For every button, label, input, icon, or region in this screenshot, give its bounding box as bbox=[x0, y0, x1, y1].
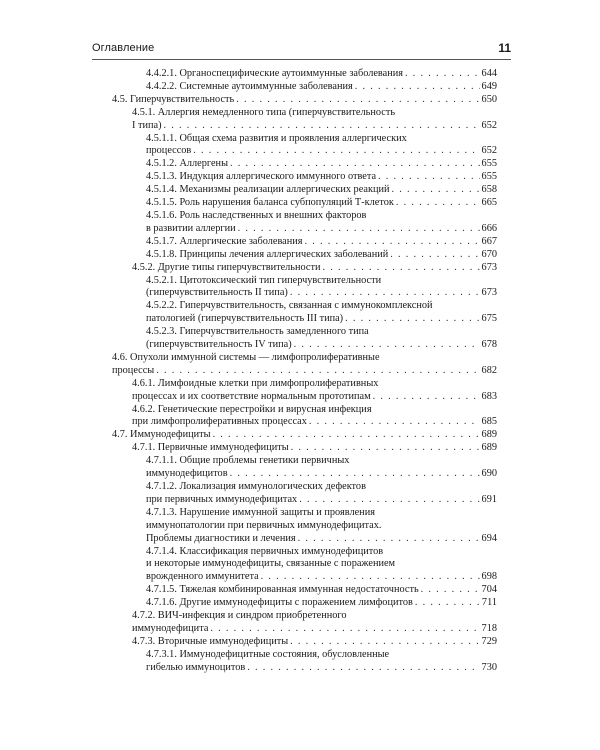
toc-entry-page-number: 678 bbox=[481, 339, 497, 351]
toc-entry-line: 4.7.2. ВИЧ-инфекция и синдром приобретенного bbox=[132, 610, 347, 622]
dot-leader bbox=[392, 184, 480, 197]
toc-entry-title: 4.4.2.1. Органоспецифические аутоиммунные заболевания bbox=[146, 68, 403, 79]
toc-entry-final-line bbox=[132, 623, 497, 636]
header-rule bbox=[92, 59, 511, 60]
toc-entry bbox=[92, 442, 497, 455]
dot-leader bbox=[230, 468, 480, 481]
toc-entry-final-line bbox=[146, 533, 497, 546]
toc-entry-title: при первичных иммунодефицитах bbox=[146, 493, 298, 505]
toc-entry bbox=[92, 262, 497, 275]
toc-entry-final-line bbox=[146, 68, 497, 81]
toc-entry-final-line bbox=[146, 171, 497, 184]
toc-entry bbox=[92, 404, 497, 430]
toc-entry-page-number: 675 bbox=[481, 313, 497, 325]
toc-entry-final-line bbox=[112, 94, 497, 107]
toc-entry bbox=[92, 210, 497, 236]
toc-entry-page-number: 658 bbox=[481, 184, 497, 196]
toc-entry-final-line bbox=[132, 262, 497, 275]
toc-entry-page-number: 718 bbox=[481, 622, 497, 634]
toc-entry-final-line bbox=[132, 442, 497, 455]
toc-entry-page-number: 650 bbox=[481, 93, 497, 105]
toc-entry-page-number: 655 bbox=[481, 171, 497, 183]
toc-entry-title: 4.5.1.7. Аллергические заболевания bbox=[146, 235, 303, 247]
toc-entry-final-line bbox=[146, 81, 497, 94]
toc-entry-title: процессы bbox=[112, 364, 155, 376]
dot-leader bbox=[396, 197, 480, 210]
dot-leader bbox=[299, 494, 479, 507]
toc-entry-page-number: 652 bbox=[481, 119, 497, 131]
toc-entry-page-number: 644 bbox=[481, 68, 497, 79]
dot-leader bbox=[164, 120, 480, 133]
toc-entry-line: 4.6. Опухоли иммунной системы — лимфопролиферативные bbox=[112, 351, 380, 363]
toc-entry-line: 4.5.1.6. Роль наследственных и внешних факторов bbox=[146, 209, 367, 221]
toc-entry-final-line bbox=[146, 571, 497, 584]
toc-entry-final-line bbox=[146, 662, 497, 675]
toc-entry bbox=[92, 378, 497, 404]
toc-entry-final-line bbox=[146, 197, 497, 210]
dot-leader bbox=[421, 584, 480, 597]
toc-entry-page-number: 655 bbox=[481, 158, 497, 170]
toc-entry-final-line bbox=[132, 120, 497, 133]
toc-entry bbox=[92, 636, 497, 649]
dot-leader bbox=[405, 68, 480, 81]
toc-entry bbox=[92, 94, 497, 107]
toc-entry bbox=[92, 171, 497, 184]
dot-leader bbox=[230, 158, 480, 171]
toc-entry-title: 4.7.1.6. Другие иммунодефициты с поражением лимфоцитов bbox=[146, 597, 413, 609]
toc-entry-final-line bbox=[132, 391, 497, 404]
toc-entry-page-number: 689 bbox=[481, 429, 497, 441]
toc-entry-page-number: 694 bbox=[481, 532, 497, 544]
toc-entry-page-number: 704 bbox=[481, 584, 497, 596]
toc-entry-line: 4.5.2.3. Гиперчувствительность замедленного типа bbox=[146, 326, 369, 338]
toc-entry-page-number: 673 bbox=[481, 261, 497, 273]
table-of-contents bbox=[92, 68, 497, 675]
dot-leader bbox=[210, 623, 479, 636]
toc-entry-title: 4.5.2. Другие типы гиперчувствительности bbox=[132, 261, 321, 273]
toc-entry-line: 4.5.1.1. Общая схема развития и проявления аллергических bbox=[146, 132, 407, 144]
dot-leader bbox=[291, 442, 480, 455]
toc-entry bbox=[92, 81, 497, 94]
dot-leader bbox=[290, 287, 480, 300]
toc-entry-page-number: 711 bbox=[481, 597, 497, 609]
toc-entry-title: иммунодефицита bbox=[132, 622, 209, 634]
toc-entry-line: 4.6.1. Лимфоидные клетки при лимфопролиферативных bbox=[132, 377, 379, 389]
toc-entry bbox=[92, 546, 497, 585]
dot-leader bbox=[378, 171, 480, 184]
toc-entry bbox=[92, 429, 497, 442]
toc-entry bbox=[92, 597, 497, 610]
toc-entry-title: иммунодефицитов bbox=[146, 468, 228, 480]
toc-entry-title: 4.5.1.3. Индукция аллергического иммунного ответа bbox=[146, 171, 377, 183]
dot-leader bbox=[193, 145, 479, 158]
toc-entry bbox=[92, 107, 497, 133]
toc-entry-page-number: 666 bbox=[481, 222, 497, 234]
dot-leader bbox=[238, 223, 480, 236]
toc-entry-page-number: 685 bbox=[481, 416, 497, 428]
toc-entry-title: при лимфопролиферативных процессах bbox=[132, 416, 307, 428]
toc-entry-page-number: 689 bbox=[481, 442, 497, 454]
dot-leader bbox=[309, 416, 480, 429]
toc-entry-final-line bbox=[146, 468, 497, 481]
toc-entry bbox=[92, 158, 497, 171]
toc-entry-line: 4.6.2. Генетические перестройки и вирусная инфекция bbox=[132, 403, 372, 415]
dot-leader bbox=[261, 571, 480, 584]
toc-entry-final-line bbox=[146, 236, 497, 249]
toc-entry bbox=[92, 610, 497, 636]
toc-entry-line: 4.5.1. Аллергия немедленного типа (гиперчувствительность bbox=[132, 106, 396, 118]
dot-leader bbox=[345, 313, 479, 326]
toc-entry bbox=[92, 68, 497, 81]
toc-entry bbox=[92, 481, 497, 507]
toc-entry-page-number: 667 bbox=[481, 235, 497, 247]
toc-entry-title: 4.5.1.5. Роль нарушения баланса субпопуляций Т-клеток bbox=[146, 197, 394, 209]
toc-entry-page-number: 698 bbox=[481, 571, 497, 583]
dot-leader bbox=[213, 429, 480, 442]
toc-entry bbox=[92, 352, 497, 378]
toc-entry bbox=[92, 275, 497, 301]
toc-entry-title: 4.5.1.8. Принципы лечения аллергических заболеваний bbox=[146, 248, 389, 260]
toc-entry bbox=[92, 584, 497, 597]
toc-entry-title: 4.4.2.2. Системные аутоиммунные заболевания bbox=[146, 80, 353, 92]
toc-entry bbox=[92, 649, 497, 675]
toc-entry-final-line bbox=[112, 365, 497, 378]
toc-entry bbox=[92, 184, 497, 197]
toc-entry-title: I типа) bbox=[132, 119, 162, 131]
toc-entry-title: (гиперчувствительность IV типа) bbox=[146, 339, 292, 351]
toc-entry-title: 4.7.3. Вторичные иммунодефициты bbox=[132, 635, 289, 647]
toc-entry bbox=[92, 236, 497, 249]
toc-entry-line: 4.7.1.4. Классификация первичных иммунодефицитов bbox=[146, 545, 384, 557]
dot-leader bbox=[236, 94, 479, 107]
toc-entry-final-line bbox=[146, 597, 497, 610]
toc-entry-title: 4.7.1. Первичные иммунодефициты bbox=[132, 442, 289, 454]
toc-entry-line: и некоторые иммунодефициты, связанные с поражением bbox=[146, 558, 396, 570]
toc-entry-line: иммунопатологии при первичных иммунодефицитах. bbox=[146, 519, 382, 531]
toc-entry-final-line bbox=[132, 636, 497, 649]
toc-entry-final-line bbox=[146, 339, 497, 352]
dot-leader bbox=[247, 662, 479, 675]
toc-entry-final-line bbox=[146, 145, 497, 158]
toc-entry-page-number: 730 bbox=[481, 661, 497, 673]
toc-entry-final-line bbox=[132, 416, 497, 429]
toc-entry-final-line bbox=[146, 158, 497, 171]
toc-entry-line: 4.7.1.1. Общие проблемы генетики первичных bbox=[146, 455, 350, 467]
toc-entry-line: 4.7.3.1. Иммунодефицитные состояния, обусловленные bbox=[146, 648, 390, 660]
dot-leader bbox=[390, 249, 479, 262]
dot-leader bbox=[305, 236, 480, 249]
toc-entry-page-number: 665 bbox=[481, 197, 497, 209]
toc-entry-title: 4.5. Гиперчувствительность bbox=[112, 93, 235, 105]
toc-entry-page-number: 682 bbox=[481, 364, 497, 376]
toc-entry-title: 4.5.1.4. Механизмы реализации аллергических реакций bbox=[146, 184, 390, 196]
toc-entry-line: 4.7.1.3. Нарушение иммунной защиты и проявления bbox=[146, 506, 375, 518]
toc-entry-title: врожденного иммунитета bbox=[146, 571, 259, 583]
dot-leader bbox=[355, 81, 480, 94]
toc-entry-final-line bbox=[112, 429, 497, 442]
toc-entry bbox=[92, 197, 497, 210]
toc-entry-title: процессах и их соответствие нормальным прототипам bbox=[132, 390, 371, 402]
toc-entry-page-number: 683 bbox=[481, 390, 497, 402]
toc-entry bbox=[92, 455, 497, 481]
toc-entry-title: 4.7.1.5. Тяжелая комбинированная иммунная недостаточность bbox=[146, 584, 419, 596]
dot-leader bbox=[290, 636, 479, 649]
toc-entry-title: патологией (гиперчувствительность III типа) bbox=[146, 313, 344, 325]
toc-entry-title: (гиперчувствительность II типа) bbox=[146, 287, 288, 299]
toc-entry bbox=[92, 133, 497, 159]
toc-entry-title: гибелью иммуноцитов bbox=[146, 661, 246, 673]
toc-entry-title: 4.5.1.2. Аллергены bbox=[146, 158, 228, 170]
toc-entry-title: в развитии аллергии bbox=[146, 222, 236, 234]
dot-leader bbox=[156, 365, 479, 378]
toc-entry-line: 4.5.2.2. Гиперчувствительность, связанная с иммунокомплексной bbox=[146, 300, 433, 312]
toc-entry-page-number: 673 bbox=[481, 287, 497, 299]
toc-entry-final-line bbox=[146, 184, 497, 197]
running-title: Оглавление bbox=[92, 42, 155, 54]
toc-entry-page-number: 729 bbox=[481, 635, 497, 647]
toc-entry-title: Проблемы диагностики и лечения bbox=[146, 532, 296, 544]
dot-leader bbox=[373, 391, 480, 404]
toc-entry-final-line bbox=[146, 584, 497, 597]
toc-entry-page-number: 649 bbox=[481, 80, 497, 92]
dot-leader bbox=[298, 533, 480, 546]
toc-entry-title: процессов bbox=[146, 145, 192, 157]
toc-entry bbox=[92, 249, 497, 262]
dot-leader bbox=[323, 262, 480, 275]
toc-entry bbox=[92, 300, 497, 326]
toc-entry-page-number: 670 bbox=[481, 248, 497, 260]
toc-entry-page-number: 691 bbox=[481, 493, 497, 505]
toc-entry-page-number: 652 bbox=[481, 145, 497, 157]
toc-entry-final-line bbox=[146, 287, 497, 300]
toc-entry-final-line bbox=[146, 313, 497, 326]
toc-entry-final-line bbox=[146, 494, 497, 507]
dot-leader bbox=[415, 597, 480, 610]
page-number: 11 bbox=[498, 41, 511, 55]
toc-entry-line: 4.7.1.2. Локализация иммунологических дефектов bbox=[146, 481, 366, 492]
running-head bbox=[92, 40, 511, 56]
toc-entry bbox=[92, 326, 497, 352]
dot-leader bbox=[294, 339, 480, 352]
toc-entry-final-line bbox=[146, 249, 497, 262]
toc-entry-final-line bbox=[146, 223, 497, 236]
toc-entry-line: 4.5.2.1. Цитотоксический тип гиперчувствительности bbox=[146, 274, 382, 286]
toc-entry-title: 4.7. Иммунодефициты bbox=[112, 429, 211, 441]
toc-entry-page-number: 690 bbox=[481, 468, 497, 480]
toc-entry bbox=[92, 507, 497, 546]
